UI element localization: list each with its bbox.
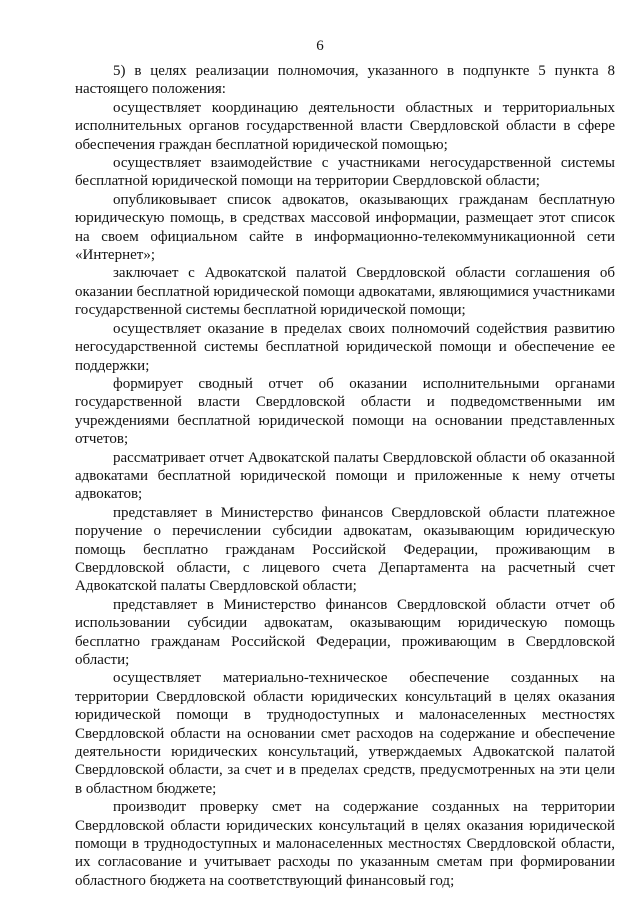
paragraph-material-support: осуществляет материально-техническое обеспечение созданных на территории Свердловской области юридических консультаций в целях оказания юридической помощи в труднодоступных и малонаселенных местностях Свердловской области на основании смет расходов на содержание и обеспечение деятельности юридических консультаций, утверждаемых Адвокатской палатой Свердловской области, за счет и в пределах средств, предусмотренных на эти цели в областном бюджете; [75, 670, 615, 797]
paragraph-summary-report: формирует сводный отчет об оказании исполнительными органами государственной власти Свердловской области и подведомственными им учреждениями бесплатной юридической помощи на основании представленных отчетов; [75, 375, 615, 448]
paragraph-publishes-list: опубликовывает список адвокатов, оказывающих гражданам бесплатную юридическую помощь, в средствах массовой информации, размещает этот список на своем официальном сайте в информационно-телекоммуникационной сети «Интернет»; [75, 191, 615, 264]
paragraph-estimates-check: производит проверку смет на содержание созданных на территории Свердловской области юридических консультаций в целях оказания юридической помощи в труднодоступных и малонаселенных местностях Свердловской области, их согласование и учитывает расходы по указанным сметам при формировании областного бюджета на соответствующий финансовый год; [75, 799, 615, 889]
paragraph-reviews-report: рассматривает отчет Адвокатской палаты Свердловской области об оказанной адвокатами бесплатной юридической помощи и приложенные к нему отчеты адвокатов; [75, 449, 615, 503]
page-number: 6 [316, 38, 324, 54]
paragraph-coordination: осуществляет координацию деятельности областных и территориальных исполнительных органов государственной власти Свердловской области в сфере обеспечения граждан бесплатной юридической помощью; [75, 99, 615, 153]
document-body [75, 62, 615, 890]
paragraph-interaction: осуществляет взаимодействие с участниками негосударственной системы бесплатной юридической помощи на территории Свердловской области; [75, 155, 615, 190]
paragraph-support: осуществляет оказание в пределах своих полномочий содействия развитию негосударственной системы бесплатной юридической помощи и обеспечение ее поддержки; [75, 320, 615, 374]
paragraph-agreements: заключает с Адвокатской палатой Свердловской области соглашения об оказании бесплатной юридической помощи адвокатами, являющимися участниками государственной системы бесплатной юридической помощи; [75, 265, 615, 319]
paragraph-subsidy-report: представляет в Министерство финансов Свердловской области отчет об использовании субсидии адвокатам, оказывающим юридическую помощь бесплатно гражданам Российской Федерации, проживающим в Свердловской области; [75, 596, 615, 668]
paragraph-payment-order: представляет в Министерство финансов Свердловской области платежное поручение о перечислении субсидии адвокатам, оказывающим юридическую помощь бесплатно гражданам Российской Федерации, проживающим в Свердловской области, с лицевого счета Департамента на расчетный счет Адвокатской палаты Свердловской области; [75, 504, 615, 595]
paragraph-item-5-intro: 5) в целях реализации полномочия, указанного в подпункте 5 пункта 8 настоящего положения: [75, 63, 615, 98]
